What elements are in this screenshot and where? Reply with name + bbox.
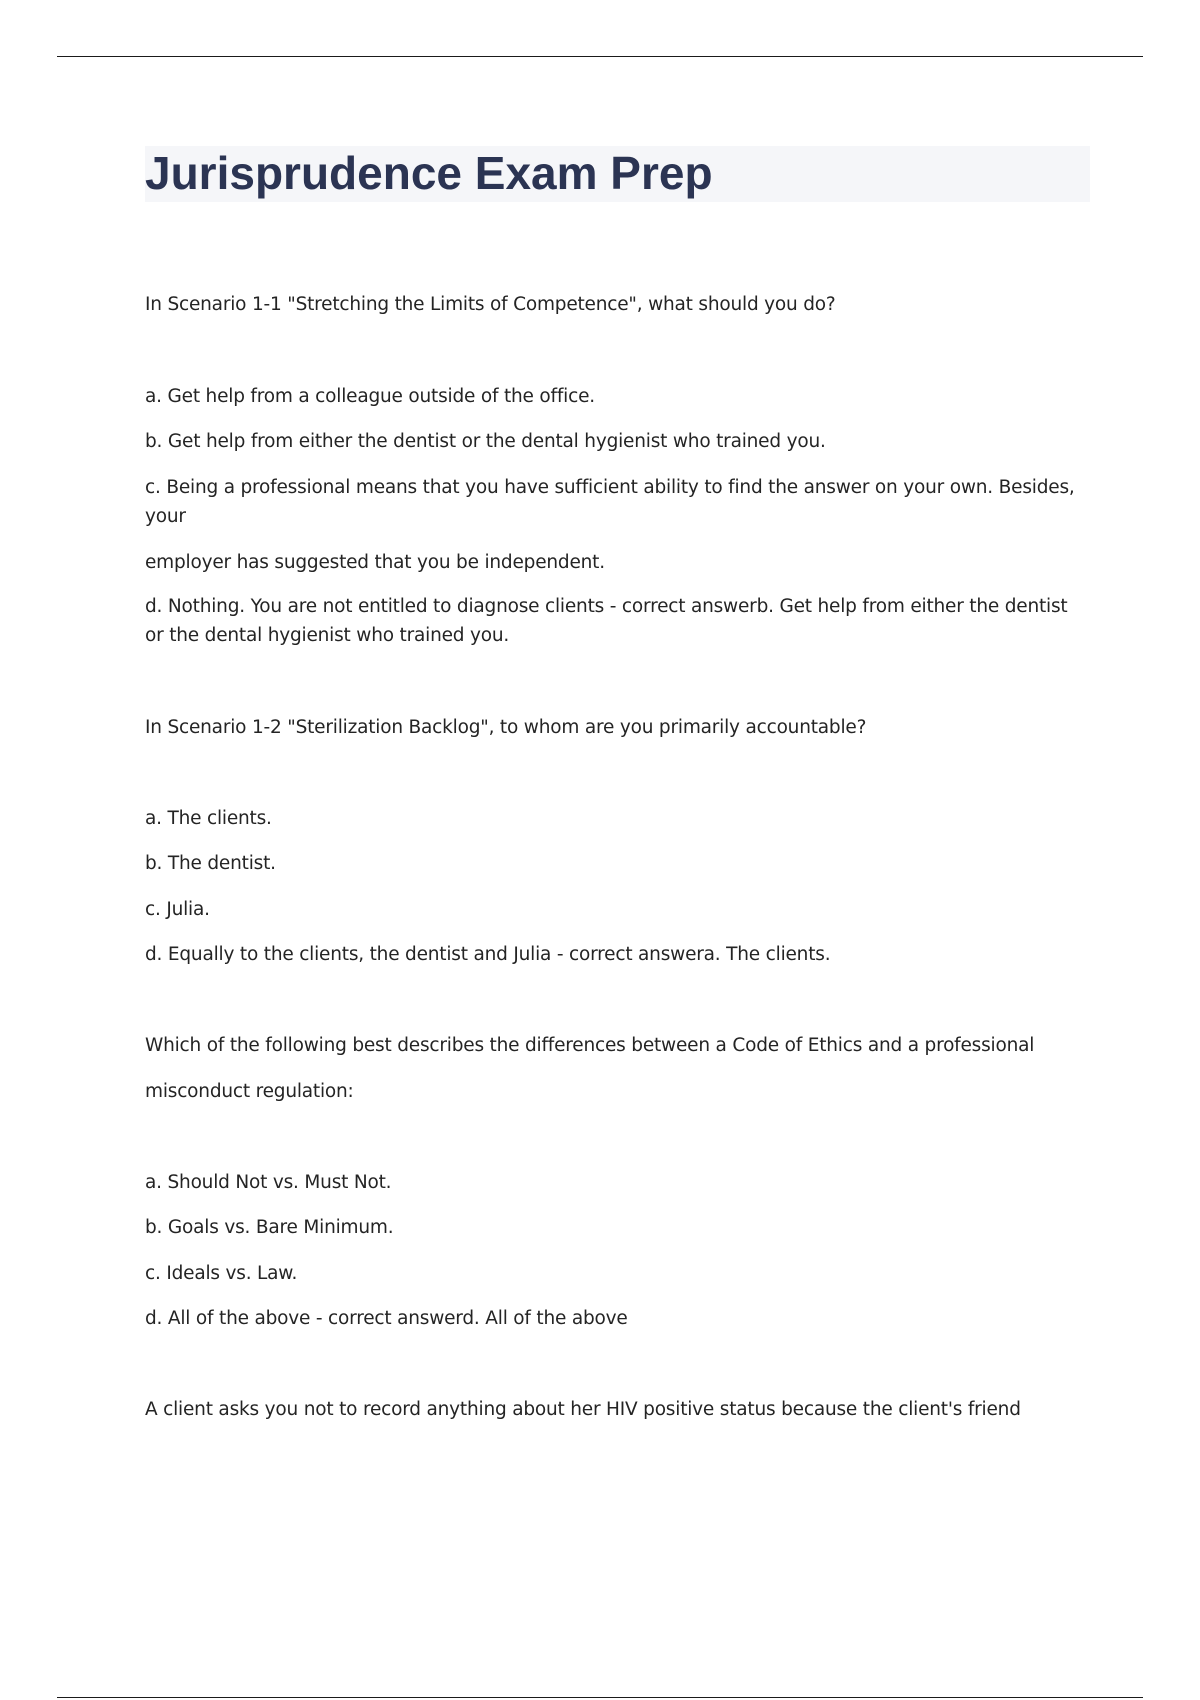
question-3-option-b: b. Goals vs. Bare Minimum.	[145, 1217, 394, 1238]
top-rule	[57, 56, 1143, 57]
question-2-option-a: a. The clients.	[145, 808, 272, 829]
document-title: Jurisprudence Exam Prep	[145, 147, 713, 199]
question-1-option-b: b. Get help from either the dentist or the dental hygienist who trained you.	[145, 431, 826, 452]
question-3-prompt-line-2: misconduct regulation:	[145, 1081, 354, 1102]
question-4-prompt: A client asks you not to record anything about her HIV positive status because the client's friend	[145, 1399, 1021, 1420]
question-3-option-c: c. Ideals vs. Law.	[145, 1263, 298, 1284]
question-3-option-a: a. Should Not vs. Must Not.	[145, 1172, 392, 1193]
question-1-option-c-continued: employer has suggested that you be independent.	[145, 552, 605, 573]
question-2-option-b: b. The dentist.	[145, 853, 276, 874]
question-1-option-c: c. Being a professional means that you have sufficient ability to find the answer on your own. Besides, your	[145, 477, 1075, 527]
question-2-option-c: c. Julia.	[145, 899, 210, 920]
question-3-option-d: d. All of the above - correct answerd. All of the above	[145, 1308, 628, 1329]
question-1-option-a: a. Get help from a colleague outside of the office.	[145, 386, 595, 407]
question-2-prompt: In Scenario 1-2 "Sterilization Backlog", to whom are you primarily accountable?	[145, 717, 867, 738]
question-3-prompt-line-1: Which of the following best describes the differences between a Code of Ethics and a professional	[145, 1035, 1035, 1056]
bottom-rule	[57, 1697, 1143, 1698]
question-1-option-d: d. Nothing. You are not entitled to diagnose clients - correct answerb. Get help from either the dentist or the dental hygienist who trained you.	[145, 596, 1068, 646]
question-2-option-d: d. Equally to the clients, the dentist and Julia - correct answera. The clients.	[145, 944, 831, 965]
question-1-prompt: In Scenario 1-1 "Stretching the Limits of Competence", what should you do?	[145, 294, 836, 315]
